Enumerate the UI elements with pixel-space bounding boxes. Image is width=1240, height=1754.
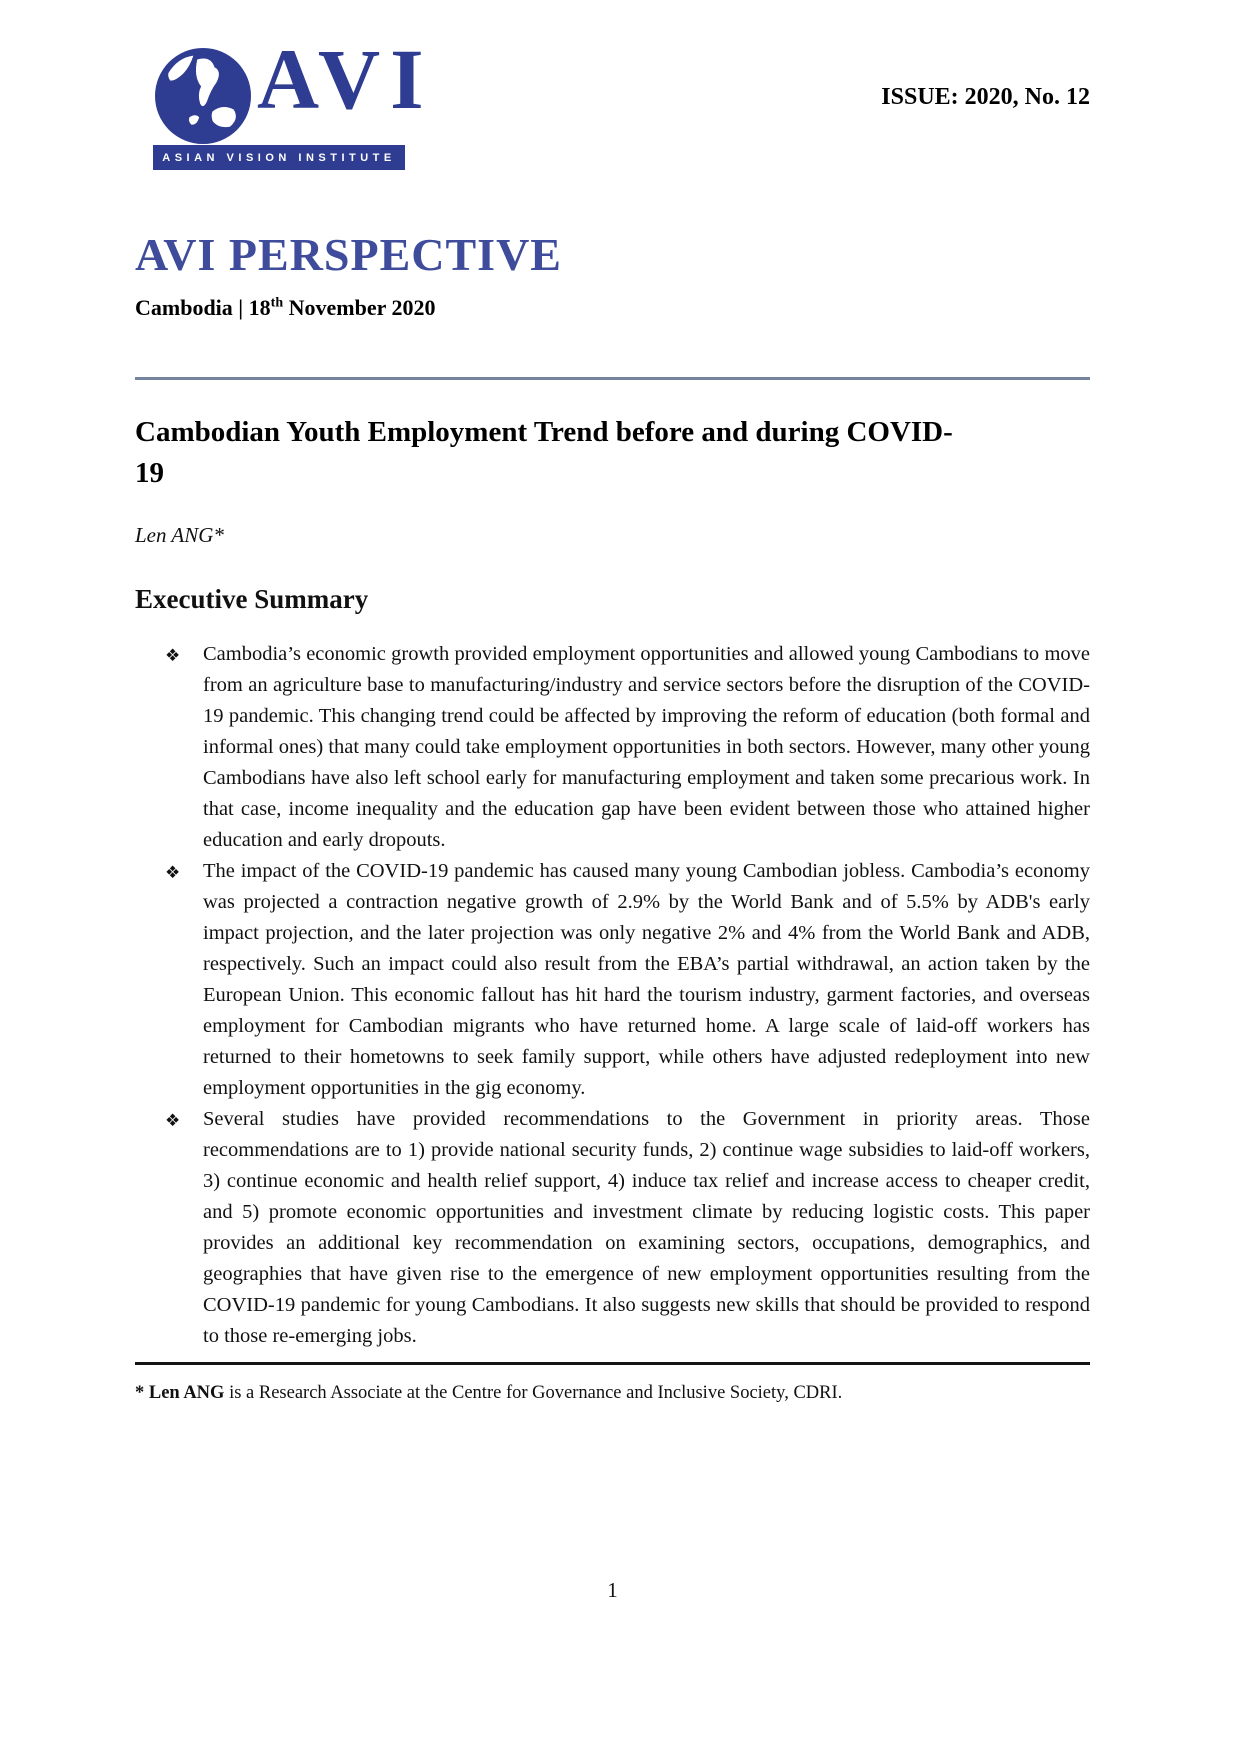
section-heading: Executive Summary (135, 584, 369, 615)
avi-logo (135, 31, 495, 176)
issue-label: ISSUE: 2020, No. 12 (881, 84, 1090, 110)
bullet-diamond-icon: ❖ (165, 863, 181, 883)
dateline (135, 295, 1090, 321)
masthead-title: AVI PERSPECTIVE (135, 229, 562, 280)
article-title: Cambodian Youth Employment Trend before and during COVID-19 (135, 416, 953, 489)
summary-bullet-2-text: The impact of the COVID-19 pandemic has caused many young Cambodian jobless. Cambodia’s economy was projected a contraction negative growth of 2.9% by the World Bank and of 5.5% by ADB's early impact projection, and the later projection was only negative 2% and 4% from the World Bank and ADB, respectively. Such an impact could also result from the EBA’s partial withdrawal, an action taken by the European Union. This economic fallout has hit hard the tourism industry, garment factories, and overseas employment for Cambodian migrants who have returned home. A large scale of laid-off workers has returned to their hometowns to seek family support, while others have adjusted redeployment into new employment opportunities in the gig economy. (203, 860, 1090, 1100)
footnote-text: is a Research Associate at the Centre for Governance and Inclusive Society, CDRI. (224, 1383, 843, 1404)
page-header (135, 31, 1090, 176)
footnote (135, 1383, 1090, 1404)
avi-logo-tagline-bar (153, 145, 405, 170)
avi-logo-acronym: AVI (257, 31, 434, 127)
summary-bullet-1-text: Cambodia’s economic growth provided employment opportunities and allowed young Cambodians to move from an agriculture base to manufacturing/industry and service sectors before the disruption of the COVID-19 pandemic. This changing trend could be affected by improving the reform of education (both formal and informal ones) that many could take employment opportunities in both sectors. However, many other young Cambodians have also left school early for manufacturing employment and taken some precarious work. In that case, income inequality and the education gap have been evident between those who attained higher education and early dropouts. (203, 643, 1090, 852)
executive-summary-list (135, 639, 1090, 1352)
dateline-prefix: Cambodia | 18 (135, 295, 271, 320)
page-number: 1 (607, 1578, 618, 1602)
bullet-diamond-icon: ❖ (165, 646, 181, 666)
summary-bullet-3 (135, 1104, 1090, 1352)
header-divider (135, 377, 1090, 380)
author-byline: Len ANG* (135, 523, 224, 548)
footnote-author-lead: * Len ANG (135, 1383, 225, 1404)
summary-bullet-3-text: Several studies have provided recommendations to the Government in priority areas. Those recommendations are to 1) provide national security funds, 2) continue wage subsidies to laid-off workers, 3) continue economic and health relief support, 4) induce tax relief and increase access to cheaper credit, and 5) promote economic opportunities and investment climate by reducing logistic costs. This paper provides an additional key recommendation on examining sectors, occupations, demographics, and geographies that have given rise to the emergence of new employment opportunities resulting from the COVID-19 pandemic for young Cambodians. It also suggests new skills that should be provided to respond to those re-emerging jobs. (203, 1108, 1090, 1348)
dateline-suffix: November 2020 (283, 295, 436, 320)
summary-bullet-2 (135, 856, 1090, 1104)
avi-globe-icon (155, 48, 251, 144)
avi-logo-tagline: ASIAN VISION INSTITUTE (162, 151, 396, 164)
footnote-divider (135, 1362, 1090, 1365)
summary-bullet-1 (135, 639, 1090, 856)
dateline-ordinal: th (270, 295, 284, 311)
bullet-diamond-icon: ❖ (165, 1111, 181, 1131)
